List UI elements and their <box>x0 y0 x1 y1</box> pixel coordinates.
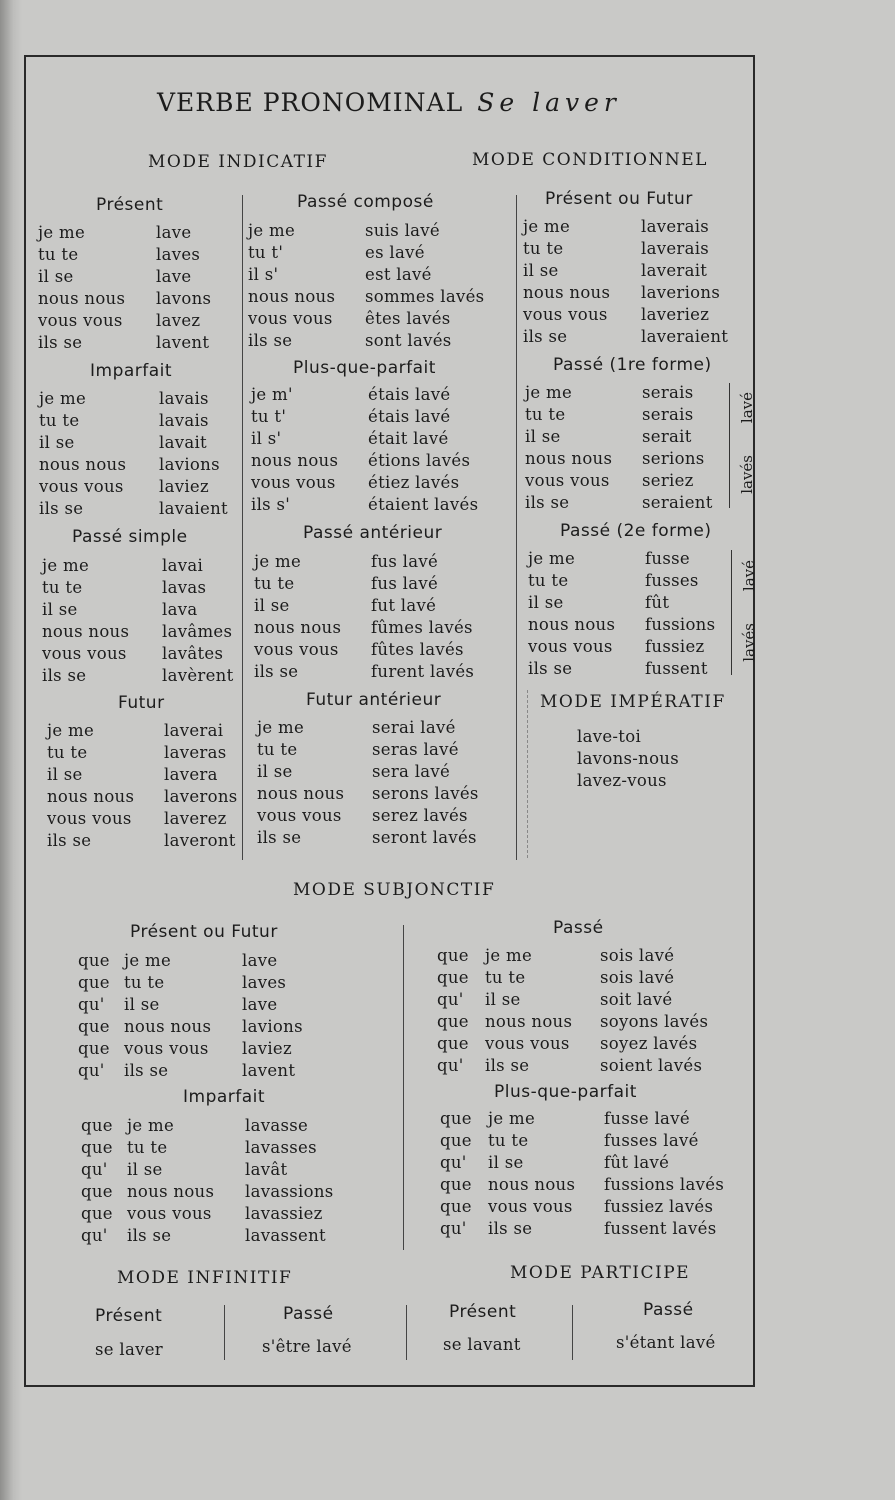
verb-form: lavâtes <box>162 644 224 663</box>
conditionnel-passe-1-heading: Passé (1re forme) <box>553 355 712 375</box>
pronoun: vous vous <box>248 309 333 328</box>
participe-present-value: se lavant <box>443 1335 521 1354</box>
pronoun: ils se <box>257 828 302 847</box>
verb-form: soit lavé <box>600 990 673 1009</box>
verb-form: laverons <box>164 787 238 806</box>
verb-form: laviez <box>242 1039 292 1058</box>
que-particle: qu' <box>81 1226 108 1245</box>
que-particle: que <box>440 1109 472 1128</box>
que-particle: que <box>78 1017 110 1036</box>
pronoun: vous vous <box>523 305 608 324</box>
que-particle: que <box>81 1204 113 1223</box>
que-particle: que <box>81 1116 113 1135</box>
pronoun: il se <box>39 433 75 452</box>
pronoun: vous vous <box>127 1204 212 1223</box>
pronoun: il s' <box>248 265 279 284</box>
subjonctif-present-heading: Présent ou Futur <box>130 922 278 942</box>
mode-indicatif-heading: MODE INDICATIF <box>148 152 328 172</box>
verb-form: lave <box>156 267 192 286</box>
pronoun: nous nous <box>525 449 613 468</box>
verb-form: lavasses <box>245 1138 317 1157</box>
verb-form: fussiez <box>645 637 705 656</box>
pronoun: ils se <box>42 666 87 685</box>
verb-form: fûtes lavés <box>371 640 464 659</box>
que-particle: que <box>437 946 469 965</box>
verb-form: fussent lavés <box>604 1219 717 1238</box>
verb-form: laverions <box>641 283 721 302</box>
verb-form: es lavé <box>365 243 425 262</box>
verb-form: fût lavé <box>604 1153 670 1172</box>
pronoun: ils se <box>528 659 573 678</box>
que-particle: que <box>78 951 110 970</box>
pronoun: il se <box>488 1153 524 1172</box>
verb-form: fût <box>645 593 670 612</box>
pronoun: ils s' <box>251 495 291 514</box>
pronoun: vous vous <box>254 640 339 659</box>
pronoun: ils se <box>248 331 293 350</box>
pronoun: je me <box>42 556 90 575</box>
pronoun: vous vous <box>488 1197 573 1216</box>
pronoun: je me <box>488 1109 536 1128</box>
verb-form: lavasse <box>245 1116 309 1135</box>
side-label-lave: lavé <box>740 560 758 592</box>
pronoun: il se <box>127 1160 163 1179</box>
mode-imperatif-heading: MODE IMPÉRATIF <box>540 692 726 712</box>
que-particle: que <box>437 1034 469 1053</box>
verb-form: laverais <box>641 217 710 236</box>
verb-form: était lavé <box>368 429 449 448</box>
pronoun: je m' <box>251 385 293 404</box>
que-particle: que <box>440 1131 472 1150</box>
verb-form: fûmes lavés <box>371 618 473 637</box>
verb-form: soyons lavés <box>600 1012 709 1031</box>
pronoun: nous nous <box>38 289 126 308</box>
pronoun: tu te <box>254 574 295 593</box>
verb-form: lavais <box>159 389 209 408</box>
verb-form: sont lavés <box>365 331 452 350</box>
verb-form: lavent <box>242 1061 296 1080</box>
verb-form: sommes lavés <box>365 287 485 306</box>
verb-form: soient lavés <box>600 1056 703 1075</box>
pronoun: il se <box>528 593 564 612</box>
pronoun: vous vous <box>39 477 124 496</box>
pronoun: ils se <box>39 499 84 518</box>
participe-present-label: Présent <box>449 1302 517 1322</box>
pronoun: il se <box>254 596 290 615</box>
verb-form: laverez <box>164 809 227 828</box>
que-particle: que <box>78 973 110 992</box>
side-label-laves: lavés <box>740 623 758 662</box>
pronoun: il se <box>124 995 160 1014</box>
verb-form: lavât <box>245 1160 288 1179</box>
que-particle: qu' <box>78 995 105 1014</box>
indicatif-present-heading: Présent <box>96 195 164 215</box>
pronoun: ils se <box>124 1061 169 1080</box>
verb-form: laves <box>242 973 287 992</box>
verb-form: laves <box>156 245 201 264</box>
verb-form: fus lavé <box>371 574 439 593</box>
verb-form: lavassent <box>245 1226 326 1245</box>
que-particle: qu' <box>437 990 464 1009</box>
pronoun: il se <box>525 427 561 446</box>
pronoun: je me <box>47 721 95 740</box>
verb-form: lavais <box>159 411 209 430</box>
title-verb: Se laver <box>477 88 621 117</box>
participe-passe-label: Passé <box>643 1300 694 1320</box>
pronoun: je me <box>124 951 172 970</box>
mode-subjonctif-heading: MODE SUBJONCTIF <box>293 880 496 900</box>
title-main: VERBE PRONOMINAL <box>157 88 464 117</box>
verb-form: lave <box>242 995 278 1014</box>
verb-form: laverai <box>164 721 224 740</box>
column-divider <box>406 1305 407 1360</box>
verb-form: furent lavés <box>371 662 475 681</box>
pronoun: ils se <box>254 662 299 681</box>
indicatif-plus-que-parfait-heading: Plus-que-parfait <box>293 358 436 378</box>
verb-form: serais <box>642 383 694 402</box>
column-divider <box>403 925 404 1250</box>
pronoun: vous vous <box>485 1034 570 1053</box>
pronoun: nous nous <box>39 455 127 474</box>
conditionnel-present-heading: Présent ou Futur <box>545 189 693 209</box>
verb-form: soyez lavés <box>600 1034 698 1053</box>
pronoun: vous vous <box>38 311 123 330</box>
verb-form: seront lavés <box>372 828 477 847</box>
verb-form: suis lavé <box>365 221 440 240</box>
pronoun: nous nous <box>485 1012 573 1031</box>
pronoun: nous nous <box>488 1175 576 1194</box>
pronoun: tu te <box>39 411 80 430</box>
verb-form: laverais <box>641 239 710 258</box>
pronoun: je me <box>248 221 296 240</box>
pronoun: vous vous <box>525 471 610 490</box>
pronoun: tu te <box>525 405 566 424</box>
verb-form: lavaient <box>159 499 228 518</box>
pronoun: ils se <box>485 1056 530 1075</box>
verb-form: fussions <box>645 615 716 634</box>
pronoun: il s' <box>251 429 282 448</box>
verb-form: fusse <box>645 549 690 568</box>
pronoun: nous nous <box>248 287 336 306</box>
que-particle: que <box>437 1012 469 1031</box>
imperatif-item: lavons-nous <box>577 749 679 768</box>
pronoun: je me <box>127 1116 175 1135</box>
pronoun: ils se <box>38 333 83 352</box>
indicatif-passe-anterieur-heading: Passé antérieur <box>303 523 443 543</box>
verb-form: lavassions <box>245 1182 334 1201</box>
pronoun: je me <box>528 549 576 568</box>
subjonctif-imparfait-heading: Imparfait <box>183 1087 266 1107</box>
pronoun: il se <box>42 600 78 619</box>
pronoun: nous nous <box>127 1182 215 1201</box>
pronoun: nous nous <box>257 784 345 803</box>
pronoun: vous vous <box>47 809 132 828</box>
column-divider <box>572 1305 573 1360</box>
que-particle: qu' <box>78 1061 105 1080</box>
subjonctif-passe-heading: Passé <box>553 918 604 938</box>
verb-form: sois lavé <box>600 946 675 965</box>
verb-form: serais <box>642 405 694 424</box>
verb-form: fusses <box>645 571 699 590</box>
verb-form: est lavé <box>365 265 432 284</box>
verb-form: serons lavés <box>372 784 479 803</box>
que-particle: qu' <box>437 1056 464 1075</box>
mode-infinitif-heading: MODE INFINITIF <box>117 1268 293 1288</box>
verb-form: étions lavés <box>368 451 471 470</box>
pronoun: il se <box>38 267 74 286</box>
verb-form: laveriez <box>641 305 710 324</box>
infinitif-present-label: Présent <box>95 1306 163 1326</box>
verb-form: fusses lavé <box>604 1131 699 1150</box>
que-particle: qu' <box>81 1160 108 1179</box>
verb-form: seriez <box>642 471 694 490</box>
verb-form: êtes lavés <box>365 309 451 328</box>
pronoun: vous vous <box>251 473 336 492</box>
pronoun: il se <box>485 990 521 1009</box>
indicatif-futur-heading: Futur <box>118 693 165 713</box>
verb-form: lava <box>162 600 198 619</box>
verb-form: lavions <box>159 455 220 474</box>
pronoun: je me <box>38 223 86 242</box>
que-particle: qu' <box>440 1219 467 1238</box>
verb-form: fussions lavés <box>604 1175 725 1194</box>
pronoun: tu te <box>124 973 165 992</box>
que-particle: qu' <box>440 1153 467 1172</box>
verb-form: lavâmes <box>162 622 233 641</box>
column-divider <box>242 195 243 860</box>
pronoun: vous vous <box>42 644 127 663</box>
pronoun: ils se <box>523 327 568 346</box>
pronoun: je me <box>523 217 571 236</box>
side-label-laves: lavés <box>738 455 756 494</box>
pronoun: tu t' <box>248 243 284 262</box>
pronoun: ils se <box>47 831 92 850</box>
pronoun: il se <box>47 765 83 784</box>
verb-form: lavent <box>156 333 210 352</box>
verb-form: seras lavé <box>372 740 459 759</box>
pronoun: tu te <box>47 743 88 762</box>
indicatif-passe-compose-heading: Passé composé <box>297 192 434 212</box>
pronoun: tu te <box>42 578 83 597</box>
pronoun: je me <box>485 946 533 965</box>
verb-form: laveront <box>164 831 236 850</box>
verb-form: étaient lavés <box>368 495 479 514</box>
verb-form: lavait <box>159 433 207 452</box>
pronoun: tu te <box>523 239 564 258</box>
mode-conditionnel-heading: MODE CONDITIONNEL <box>472 150 708 170</box>
pronoun: tu te <box>257 740 298 759</box>
verb-form: laverait <box>641 261 708 280</box>
pronoun: vous vous <box>528 637 613 656</box>
pronoun: je me <box>257 718 305 737</box>
que-particle: que <box>440 1175 472 1194</box>
imperatif-list <box>577 726 679 792</box>
verb-form: lavez <box>156 311 201 330</box>
verb-form: serez lavés <box>372 806 468 825</box>
pronoun: tu te <box>127 1138 168 1157</box>
pronoun: tu t' <box>251 407 287 426</box>
verb-form: fus lavé <box>371 552 439 571</box>
indicatif-imparfait-heading: Imparfait <box>90 361 173 381</box>
verb-form: fussent <box>645 659 708 678</box>
pronoun: nous nous <box>47 787 135 806</box>
imperatif-item: lavez-vous <box>577 771 667 790</box>
pronoun: tu te <box>488 1131 529 1150</box>
brace-line <box>731 550 732 675</box>
verb-form: fut lavé <box>371 596 437 615</box>
pronoun: nous nous <box>251 451 339 470</box>
verb-form: laveraient <box>641 327 729 346</box>
verb-form: lavèrent <box>162 666 234 685</box>
verb-form: lavai <box>162 556 204 575</box>
pronoun: ils se <box>127 1226 172 1245</box>
pronoun: je me <box>525 383 573 402</box>
que-particle: que <box>78 1039 110 1058</box>
pronoun: tu te <box>485 968 526 987</box>
verb-form: laviez <box>159 477 209 496</box>
column-divider <box>527 690 528 858</box>
pronoun: nous nous <box>523 283 611 302</box>
infinitif-passe-value: s'être lavé <box>262 1337 352 1356</box>
pronoun: je me <box>39 389 87 408</box>
verb-form: lavions <box>242 1017 303 1036</box>
column-divider <box>516 195 517 860</box>
verb-form: étiez lavés <box>368 473 460 492</box>
pronoun: je me <box>254 552 302 571</box>
infinitif-present-value: se laver <box>95 1340 163 1359</box>
subjonctif-plus-que-parfait-heading: Plus-que-parfait <box>494 1082 637 1102</box>
verb-form: serai lavé <box>372 718 456 737</box>
verb-form: serait <box>642 427 692 446</box>
verb-form: lavassiez <box>245 1204 323 1223</box>
page-title <box>157 88 621 117</box>
pronoun: nous nous <box>124 1017 212 1036</box>
column-divider <box>224 1305 225 1360</box>
pronoun: il se <box>523 261 559 280</box>
verb-form: sois lavé <box>600 968 675 987</box>
infinitif-passe-label: Passé <box>283 1304 334 1324</box>
que-particle: que <box>440 1197 472 1216</box>
verb-form: seraient <box>642 493 713 512</box>
book-spine-edge <box>0 0 22 1500</box>
verb-form: serions <box>642 449 705 468</box>
pronoun: ils se <box>525 493 570 512</box>
pronoun: nous nous <box>528 615 616 634</box>
verb-form: lavons <box>156 289 212 308</box>
pronoun: nous nous <box>254 618 342 637</box>
pronoun: tu te <box>38 245 79 264</box>
pronoun: il se <box>257 762 293 781</box>
verb-form: lave <box>242 951 278 970</box>
verb-form: étais lavé <box>368 385 451 404</box>
verb-form: laveras <box>164 743 227 762</box>
pronoun: vous vous <box>124 1039 209 1058</box>
verb-form: fussiez lavés <box>604 1197 714 1216</box>
pronoun: vous vous <box>257 806 342 825</box>
indicatif-futur-anterieur-heading: Futur antérieur <box>306 690 442 710</box>
verb-form: lavas <box>162 578 207 597</box>
side-label-lave: lavé <box>738 392 756 424</box>
indicatif-passe-simple-heading: Passé simple <box>72 527 188 547</box>
que-particle: que <box>81 1138 113 1157</box>
verb-form: lavera <box>164 765 218 784</box>
verb-form: sera lavé <box>372 762 451 781</box>
que-particle: que <box>437 968 469 987</box>
que-particle: que <box>81 1182 113 1201</box>
verb-form: étais lavé <box>368 407 451 426</box>
brace-line <box>729 383 730 508</box>
imperatif-item: lave-toi <box>577 727 642 746</box>
pronoun: nous nous <box>42 622 130 641</box>
mode-participe-heading: MODE PARTICIPE <box>510 1263 691 1283</box>
participe-passe-value: s'étant lavé <box>616 1333 716 1352</box>
verb-form: lave <box>156 223 192 242</box>
verb-form: fusse lavé <box>604 1109 690 1128</box>
pronoun: ils se <box>488 1219 533 1238</box>
conditionnel-passe-2-heading: Passé (2e forme) <box>560 521 712 541</box>
pronoun: tu te <box>528 571 569 590</box>
